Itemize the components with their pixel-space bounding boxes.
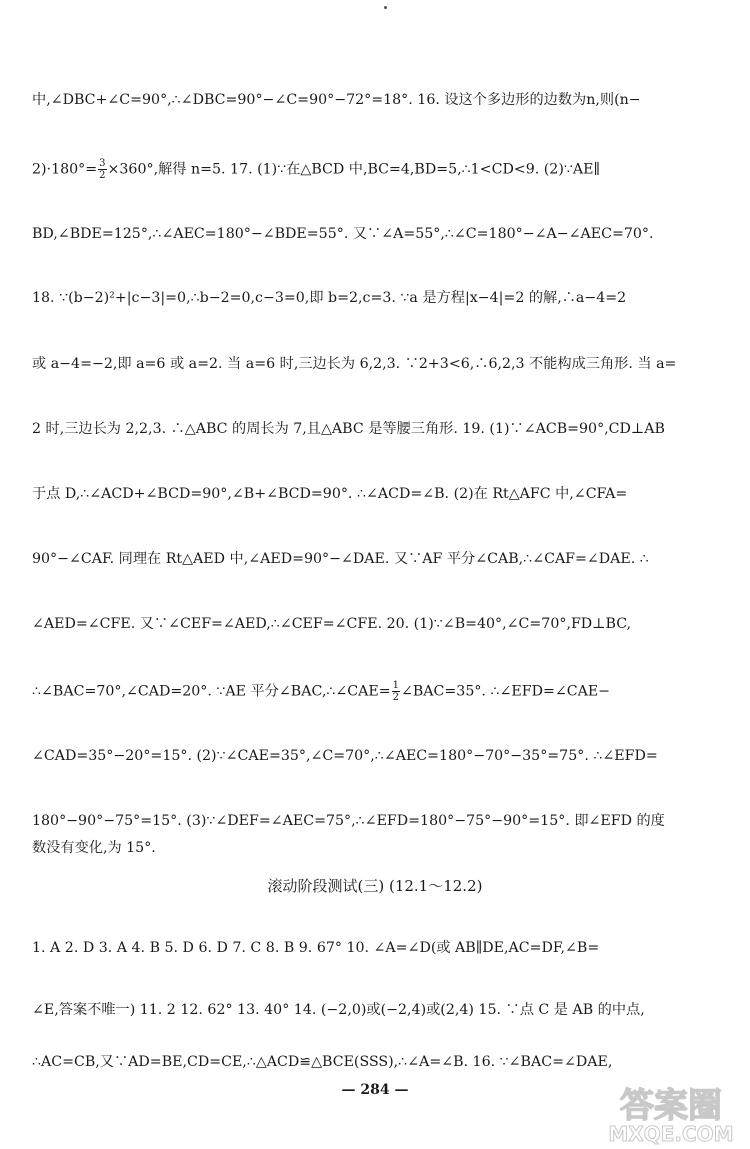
fraction-3-2 <box>98 158 106 181</box>
watermark-url: MXQE.COM <box>608 1122 734 1146</box>
text-line-4: 18. ∵(b−2)²+|c−3|=0,∴b−2=0,c−3=0,即 b=2,c=3. ∵a 是方程|x−4|=2 的解,∴a−4=2 <box>32 290 627 306</box>
text-line-8: 90°−∠CAF. 同理在 Rt△AED 中,∠AED=90°−∠DAE. 又∵AF 平分∠CAB,∴∠CAF=∠DAE. ∴ <box>32 551 649 567</box>
text-segment: ×360°,解得 n=5. 17. (1)∵在△BCD 中,BC=4,BD=5,∴1<CD<9. (2)∵AE∥ <box>107 161 601 178</box>
text-line-9: ∠AED=∠CFE. 又∵∠CEF=∠AED,∴∠CEF=∠CFE. 20. (1)∵∠B=40°,∠C=70°,FD⊥BC, <box>32 616 632 632</box>
section-heading: 滚动阶段测试(三) (12.1～12.2) <box>267 877 483 895</box>
text-line-7: 于点 D,∴∠ACD+∠BCD=90°,∠B+∠BCD=90°. ∴∠ACD=∠B. (2)在 Rt△AFC 中,∠CFA= <box>32 486 628 502</box>
text-line-5: 或 a−4=−2,即 a=6 或 a=2. 当 a=6 时,三边长为 6,2,3. ∵2+3<6,∴6,2,3 不能构成三角形. 当 a= <box>32 356 677 372</box>
page-number: — 284 — <box>341 1082 409 1098</box>
fraction-denominator: 2 <box>99 170 106 181</box>
watermark-title: 答案圈 <box>620 1086 722 1126</box>
fraction-denominator: 2 <box>392 692 399 703</box>
text-line-16: ∴AC=CB,又∵AD=BE,CD=CE,∴△ACD≌△BCE(SSS),∴∠A=∠B. 16. ∵∠BAC=∠DAE, <box>32 1054 613 1070</box>
fraction-numerator: 1 <box>392 680 399 691</box>
text-line-2 <box>32 158 736 181</box>
text-line-11: ∠CAD=35°−20°=15°. (2)∵∠CAE=35°,∠C=70°,∴∠AEC=180°−70°−35°=75°. ∴∠EFD= <box>32 748 658 764</box>
text-segment: ∠BAC=35°. ∴∠EFD=∠CAE− <box>400 683 611 700</box>
text-line-6: 2 时,三边长为 2,2,3. ∴△ABC 的周长为 7,且△ABC 是等腰三角形. 19. (1)∵∠ACB=90°,CD⊥AB <box>32 421 665 437</box>
watermark-logo <box>596 1077 746 1147</box>
text-segment: ∴∠BAC=70°,∠CAD=20°. ∵AE 平分∠BAC,∴∠CAE= <box>32 683 391 700</box>
text-line-1: 中,∠DBC+∠C=90°,∴∠DBC=90°−∠C=90°−72°=18°. 16. 设这个多边形的边数为n,则(n− <box>32 92 641 108</box>
top-dot-mark <box>384 6 387 9</box>
text-line-14: 1. A 2. D 3. A 4. B 5. D 6. D 7. C 8. B 9. 67° 10. ∠A=∠D(或 AB∥DE,AC=DF,∠B= <box>32 940 600 956</box>
text-line-15: ∠E,答案不唯一) 11. 2 12. 62° 13. 40° 14. (−2,0)或(−2,4)或(2,4) 15. ∵点 C 是 AB 的中点, <box>32 1002 645 1018</box>
fraction-1-2 <box>392 680 400 703</box>
text-line-3: BD,∠BDE=125°,∴∠AEC=180°−∠BDE=55°. 又∵∠A=55°,∴∠C=180°−∠A−∠AEC=70°. <box>32 226 654 242</box>
text-line-13: 数没有变化,为 15°. <box>32 840 156 856</box>
text-line-12: 180°−90°−75°=15°. (3)∵∠DEF=∠AEC=75°,∴∠EFD=180°−75°−90°=15°. 即∠EFD 的度 <box>32 813 665 829</box>
text-segment: 2)·180°= <box>32 161 98 178</box>
text-line-10 <box>32 680 736 703</box>
fraction-numerator: 3 <box>99 158 106 169</box>
